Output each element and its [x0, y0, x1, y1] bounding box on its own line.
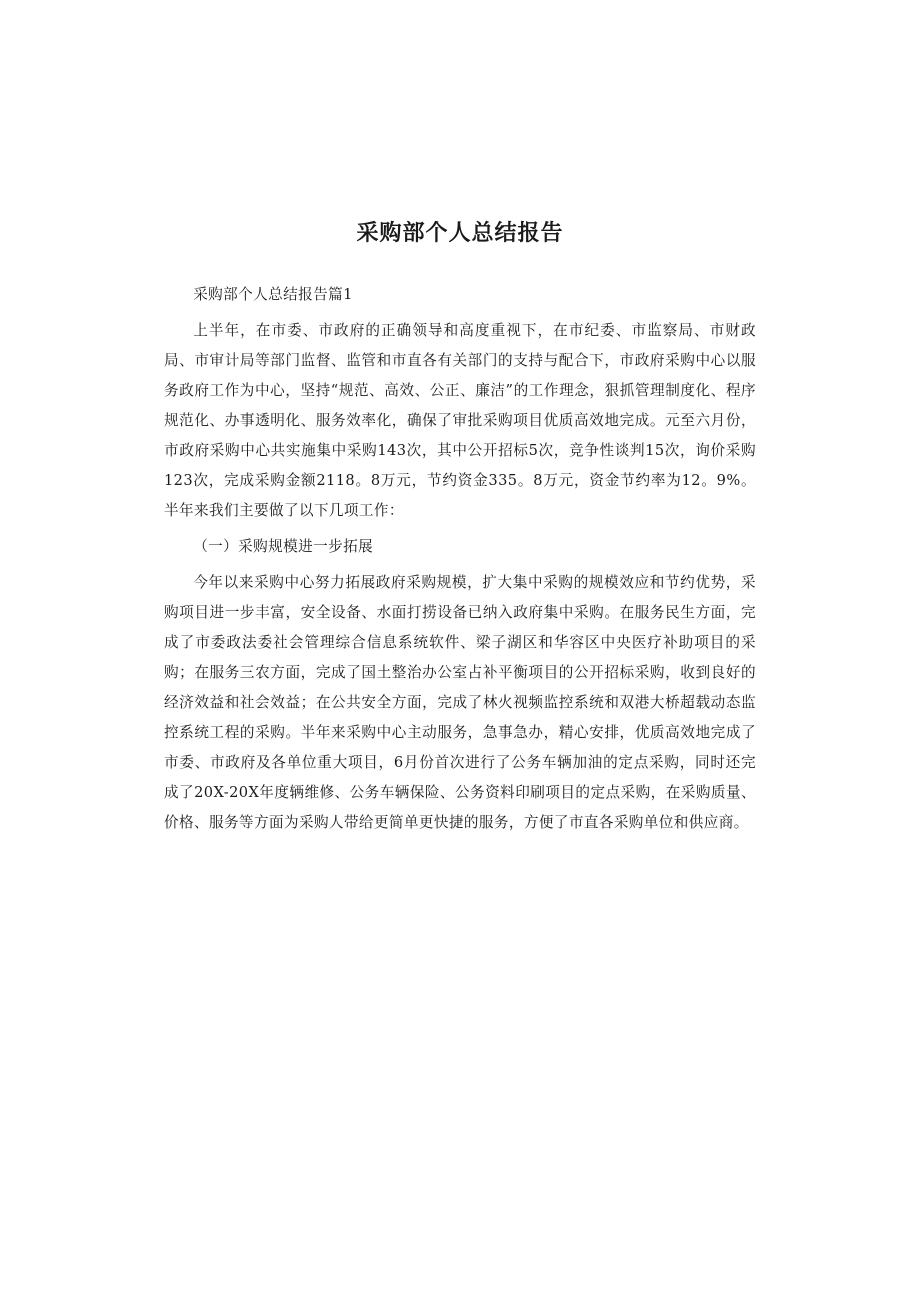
- paragraph-intro: 上半年，在市委、市政府的正确领导和高度重视下，在市纪委、市监察局、市财政局、市审计局等部门监督、监管和市直各有关部门的支持与配合下，市政府采购中心以服务政府工作为中心，坚持“规范、高效、公正、廉洁”的工作理念，狠抓管理制度化、程序规范化、办事透明化、服务效率化，确保了审批采购项目优质高效地完成。元至六月份，市政府采购中心共实施集中采购143次，其中公开招标5次，竞争性谈判15次，询价采购123次，完成采购金额2118。8万元，节约资金335。8万元，资金节约率为12。9%。半年来我们主要做了以下几项工作：: [164, 322, 756, 519]
- document-subtitle: 采购部个人总结报告篇1: [193, 286, 353, 303]
- document-body: [164, 280, 756, 838]
- section-heading: （一）采购规模进一步拓展: [193, 538, 374, 555]
- paragraph-scale: 今年以来采购中心努力拓展政府采购规模，扩大集中采购的规模效应和节约优势，采购项目进一步丰富，安全设备、水面打捞设备已纳入政府集中采购。在服务民生方面，完成了市委政法委社会管理综合信息系统软件、梁子湖区和华容区中央医疗补助项目的采购；在服务三农方面，完成了国土整治办公室占补平衡项目的公开招标采购，收到良好的经济效益和社会效益；在公共安全方面，完成了林火视频监控系统和双港大桥超载动态监控系统工程的采购。半年来采购中心主动服务，急事急办，精心安排，优质高效地完成了市委、市政府及各单位重大项目，6月份首次进行了公务车辆加油的定点采购，同时还完成了20X-20X年度辆维修、公务车辆保险、公务资料印刷项目的定点采购，在采购质量、价格、服务等方面为采购人带给更简单更快捷的服务，方便了市直各采购单位和供应商。: [164, 574, 756, 831]
- document-title: 采购部个人总结报告: [356, 221, 564, 246]
